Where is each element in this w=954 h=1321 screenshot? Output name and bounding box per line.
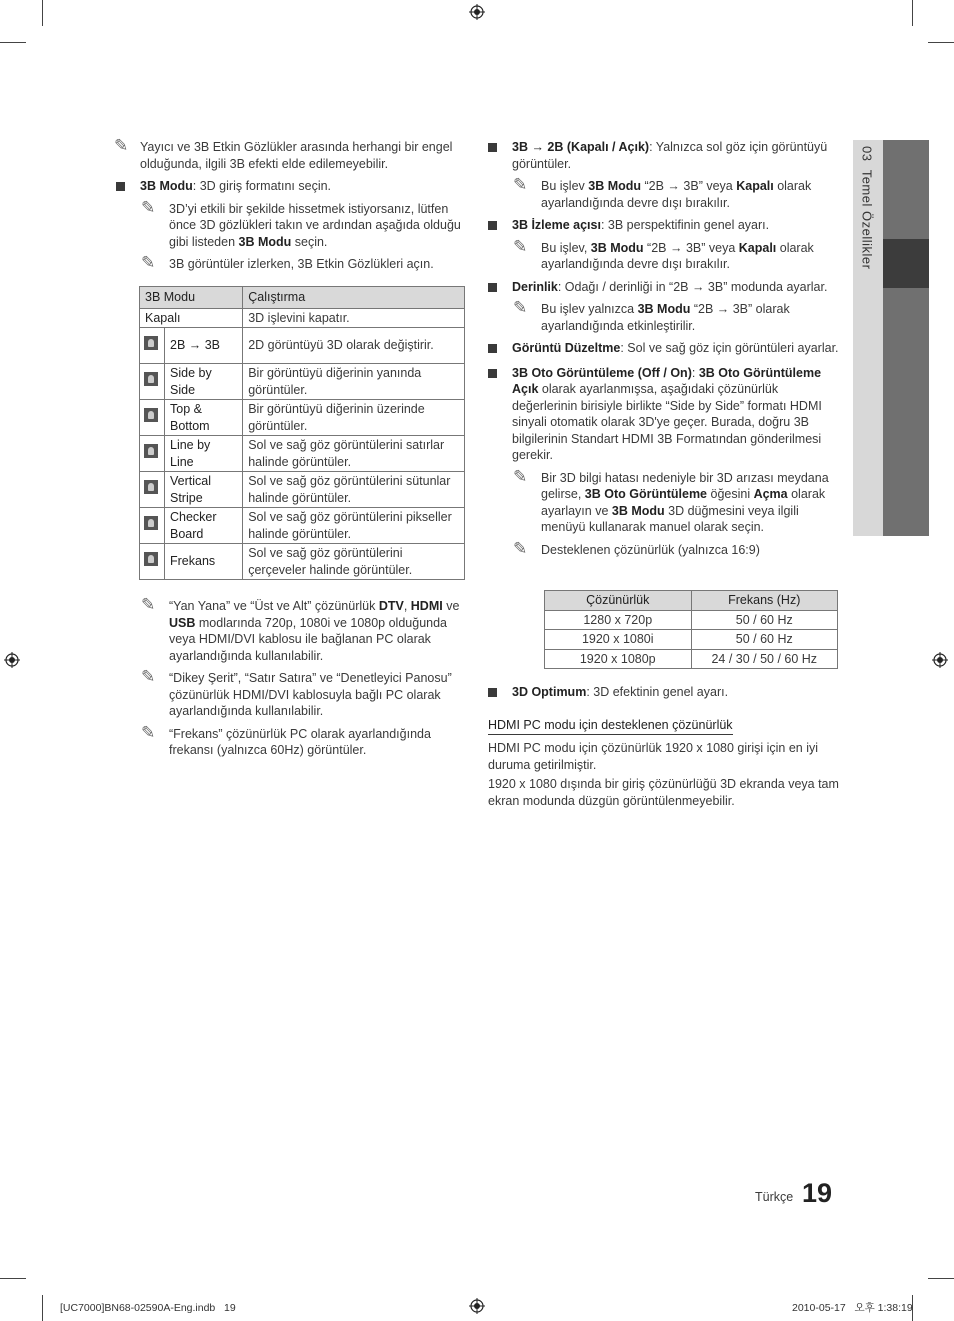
table-cell: 1920 x 1080i	[545, 630, 692, 650]
square-bullet-icon	[488, 283, 497, 292]
bullet-izleme: 3B İzleme açısı: 3B perspektifinin genel ayarı.	[488, 217, 840, 234]
mode-description: Bir görüntüyü diğerinin yanında görüntüler.	[243, 364, 465, 400]
hdmi-paragraph-1: HDMI PC modu için çözünürlük 1920 x 1080 girişi için en iyi duruma getirilmiştir.	[488, 741, 819, 772]
pencil-note-icon: ✎	[513, 298, 528, 317]
table-row	[140, 544, 465, 580]
frequency-icon	[144, 552, 158, 566]
registration-mark-icon	[4, 652, 20, 668]
note-dikey: ✎ “Dikey Şerit”, “Satır Satıra” ve “Denetleyici Panosu” çözünürlük HDMI/DVI kablosuyla bağlı PC olarak ayarlandığında kullanılabilir.	[141, 667, 452, 718]
crop-mark	[0, 42, 26, 43]
note-yan-yana: ✎ “Yan Yana” ve “Üst ve Alt” çözünürlük DTV, HDMI ve USB modlarında 720p, 1080i ve 1080p olduğunda veya HDMI/DVI kablosu ile bağlanan PC olarak ayarlandığında kullanılabilir.	[141, 595, 460, 663]
crop-mark	[928, 1278, 954, 1279]
mode-name: Kapalı	[140, 308, 243, 328]
mode-description: Sol ve sağ göz görüntülerini pikseller halinde görüntüler.	[243, 508, 465, 544]
crop-mark	[42, 1295, 43, 1321]
mode-name: 2B → 3B	[165, 328, 243, 364]
vertical-stripe-icon	[144, 480, 158, 494]
table-row	[140, 436, 465, 472]
pencil-note-icon: ✎	[141, 253, 156, 272]
square-bullet-icon	[488, 143, 497, 152]
table-cell: 1280 x 720p	[545, 610, 692, 630]
square-bullet-icon	[488, 688, 497, 697]
left-column	[114, 136, 466, 279]
side-tab-dark	[883, 140, 929, 536]
side-tab-marker	[883, 239, 929, 288]
mode-icon-cell	[140, 472, 165, 508]
mode-description: 3D işlevini kapatır.	[243, 308, 465, 328]
pencil-note-icon: ✎	[513, 466, 528, 486]
note-obstacle: ✎ Yayıcı ve 3B Etkin Gözlükler arasında herhangi bir engel olduğunda, ilgili 3B efekti elde edilemeyebilir.	[114, 136, 453, 171]
bullet-optimum: 3D Optimum: 3D efektinin genel ayarı.	[488, 684, 840, 701]
table-row	[140, 308, 465, 328]
crop-mark	[0, 1278, 26, 1279]
registration-mark-icon	[932, 652, 948, 668]
top-bottom-icon	[144, 408, 158, 422]
note-3b-2b: ✎ Bu işlev 3B Modu “2B → 3B” veya Kapalı olarak ayarlandığında devre dışı bırakılır.	[513, 175, 812, 210]
crop-mark	[42, 0, 43, 26]
table-row	[545, 649, 838, 669]
note-3d-effect: ✎ 3D’yi etkili bir şekilde hissetmek istiyorsanız, lütfen önce 3D gözlükleri takın ve ardından aşağıda olduğu gibi listeden 3B Modu seçin.	[141, 197, 461, 249]
square-bullet-icon	[116, 182, 125, 191]
note-supported: ✎ Desteklenen çözünürlük (yalnızca 16:9)	[513, 538, 760, 558]
hdmi-section-title: HDMI PC modu için desteklenen çözünürlük	[488, 717, 840, 736]
pencil-note-icon: ✎	[141, 667, 156, 686]
side-tab-light	[853, 140, 883, 536]
table-header: Frekans (Hz)	[691, 591, 838, 611]
left-notes-lower	[116, 595, 466, 765]
mode-icon-cell	[140, 436, 165, 472]
square-bullet-icon	[488, 369, 497, 378]
table-row	[140, 328, 465, 364]
table-row	[545, 610, 838, 630]
checker-board-icon	[144, 516, 158, 530]
mode-description: 2D görüntüyü 3D olarak değiştirir.	[243, 328, 465, 364]
chapter-label: 03 Temel Özellikler	[859, 146, 875, 270]
note-izleme: ✎ Bu işlev, 3B Modu “2B → 3B” veya Kapalı olarak ayarlandığında devre dışı bırakılır.	[513, 236, 814, 271]
registration-mark-icon	[469, 4, 485, 20]
table-row	[140, 508, 465, 544]
square-bullet-icon	[488, 344, 497, 353]
table-header: Çalıştırma	[243, 287, 465, 309]
mode-icon-cell	[140, 328, 165, 364]
right-lower	[488, 684, 840, 809]
table-header: 3B Modu	[140, 287, 243, 309]
table-cell: 1920 x 1080p	[545, 649, 692, 669]
print-date: 2010-05-17 오후 1:38:19	[792, 1302, 913, 1314]
table-row	[140, 364, 465, 400]
resolution-table	[544, 590, 838, 669]
table-row	[140, 400, 465, 436]
note-3d-view: ✎ 3B görüntüler izlerken, 3B Etkin Gözlükleri açın.	[141, 253, 434, 272]
chapter-side-tab	[853, 140, 929, 536]
note-frekans: ✎ “Frekans” çözünürlük PC olarak ayarlandığında frekansı (yalnızca 60Hz) görüntüler.	[141, 722, 431, 757]
mode-name: Frekans	[165, 544, 243, 580]
2d-to-3d-icon	[144, 336, 158, 350]
square-bullet-icon	[488, 221, 497, 230]
mode-icon-cell	[140, 364, 165, 400]
table-cell: 24 / 30 / 50 / 60 Hz	[691, 649, 838, 669]
crop-mark	[912, 0, 913, 26]
table-row	[545, 630, 838, 650]
mode-description: Sol ve sağ göz görüntülerini çerçeveler halinde görüntüler.	[243, 544, 465, 580]
print-file-info: [UC7000]BN68-02590A-Eng.indb 19	[60, 1302, 236, 1314]
pencil-note-icon: ✎	[141, 722, 156, 742]
table-header: Çözünürlük	[545, 591, 692, 611]
language-label: Türkçe	[755, 1190, 794, 1204]
pencil-note-icon: ✎	[513, 236, 528, 256]
note-oto-error: ✎ Bir 3D bilgi hatası nedeniyle bir 3D arızası meydana gelirse, 3B Oto Görüntüleme öğesini Açma olarak ayarlayın ve 3B Modu 3D düğmesini veya ilgili menüyü kullanarak manuel olarak seçin.	[513, 466, 829, 534]
table-row	[140, 472, 465, 508]
crop-mark	[928, 42, 954, 43]
mode-name: Checker Board	[165, 508, 243, 544]
side-by-side-icon	[144, 372, 158, 386]
pencil-note-icon: ✎	[513, 175, 528, 194]
pencil-note-icon: ✎	[513, 538, 528, 558]
hdmi-paragraph-2: 1920 x 1080 dışında bir giriş çözünürlüğü 3D ekranda veya tam ekran modunda düzgün görüntülenmeyebilir.	[488, 777, 839, 808]
registration-mark-icon	[469, 1298, 485, 1314]
mode-icon-cell	[140, 400, 165, 436]
pencil-note-icon: ✎	[141, 595, 156, 614]
bullet-derinlik: Derinlik: Odağı / derinliği in “2B → 3B” modunda ayarlar.	[488, 279, 840, 296]
bullet-duzeltme: Görüntü Düzeltme: Sol ve sağ göz için görüntüleri ayarlar.	[488, 340, 840, 357]
note-derinlik: ✎ Bu işlev yalnızca 3B Modu “2B → 3B” olarak ayarlandığında etkinleştirilir.	[513, 298, 790, 333]
mode-name: Top & Bottom	[165, 400, 243, 436]
mode-icon-cell	[140, 544, 165, 580]
bullet-oto: 3B Oto Görüntüleme (Off / On): 3B Oto Görüntüleme Açık olarak ayarlanmışsa, aşağıdaki çözünürlük değerlerinin birisiyle birlikte “Side by Side” formatı HDMI sinyali otomatik olarak 3D'ye geçer. Burada, doğru 3B bilgilerinin Standart HDMI 3B Formatından gönderilmesi gerekir.	[488, 365, 840, 464]
line-by-line-icon	[144, 444, 158, 458]
table-cell: 50 / 60 Hz	[691, 630, 838, 650]
pencil-note-icon: ✎	[114, 136, 129, 155]
pencil-note-icon: ✎	[141, 197, 156, 217]
bullet-3b-2b: 3B → 2B (Kapalı / Açık): Yalnızca sol göz için görüntüyü görüntüler.	[488, 139, 840, 172]
mode-description: Sol ve sağ göz görüntülerini sütunlar halinde görüntüler.	[243, 472, 465, 508]
right-column	[488, 139, 840, 564]
bullet-3b-modu: 3B Modu: 3D giriş formatını seçin.	[116, 178, 466, 195]
table-cell: 50 / 60 Hz	[691, 610, 838, 630]
mode-icon-cell	[140, 508, 165, 544]
mode-description: Sol ve sağ göz görüntülerini satırlar halinde görüntüler.	[243, 436, 465, 472]
page-number: 19	[802, 1178, 833, 1208]
mode-name: Line by Line	[165, 436, 243, 472]
mode-name: Vertical Stripe	[165, 472, 243, 508]
mode-name: Side by Side	[165, 364, 243, 400]
3d-mode-table	[139, 286, 465, 580]
mode-description: Bir görüntüyü diğerinin üzerinde görüntüler.	[243, 400, 465, 436]
